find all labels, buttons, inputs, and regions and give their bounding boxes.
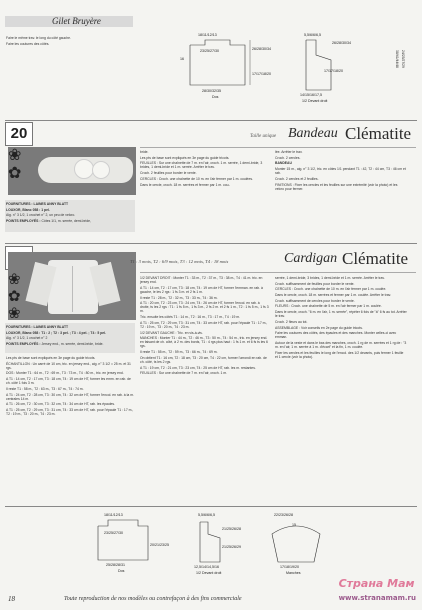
text-line: Les pts de base sont expliqués en 3e page du guide tricots. [140, 155, 230, 160]
text-line: ÉCHANTILLON : Un carré de 10 cm, tric. en jersey end., aig. n° 3 1/2 = 25 m. et 31 rgs. [6, 361, 131, 370]
supplies-line: Aig. n° 3 1/2, 1 crochet n° 2, un peu de velcro. [6, 213, 76, 218]
supplies-line: LOUXOR, Blanc 058 : 1 pel. [6, 207, 50, 212]
cardigan-opening [72, 266, 73, 312]
diag-label: 20/21/23/25 [150, 543, 169, 547]
section-20-heading [140, 126, 416, 146]
footer-text: Toute reproduction de nos modèles ou contrefaçon à des fins commerciale [64, 596, 242, 602]
diag-label: 5,5/6/6/6,5 [304, 33, 321, 37]
title-word2: Clématite [342, 249, 409, 268]
text-line: Fixer les cercles et les feuilles le long de l'encol. des 1/2 devants, puis fermer 1 feuille et 1 cercle (voir la photo). [275, 350, 404, 359]
text-line: FLEURS : Croch. une chaînette de 5 m. en l'air fermer par 1 m. coulée. [275, 304, 382, 309]
section21-col1 [6, 356, 134, 418]
diag-label: 1/2 Devant droit [196, 571, 222, 575]
back-schema [180, 30, 270, 100]
top-text-line: Faire les coutures des côtés. [6, 41, 50, 46]
text-line: BANDEAU [275, 161, 292, 166]
text-line: 1/2 DEVANT DROIT : Monter T1 : 33 m., T2 : 37 m., T3 : 38 m., T4 : 41 m. tric. en jersey end. [140, 276, 263, 285]
watermark [339, 577, 416, 603]
flower-icon [92, 161, 110, 179]
diag-label: 21/25/26/28 [222, 527, 241, 531]
sizes: T1 : 3 mois, T2 : 6/9 mois, T3 : 12 mois, T4 : 18 mois [130, 259, 229, 264]
text-line: Croch. 2 fleurs au tot. [275, 319, 308, 324]
text-line: lée. Arrêter le trav. [275, 150, 303, 154]
text-line: serrée, 1 demi-bride, 3 brides, 1 demi-bride et 1 m. serrée. Arrêter le trav. [275, 276, 385, 280]
title-word1: Bandeau [288, 126, 338, 141]
side-measure-line: 24/25/27/29 [401, 50, 406, 68]
diag-label: 25/28/28/31 [106, 563, 125, 567]
supplies-21 [6, 325, 134, 348]
side-measure [401, 50, 405, 68]
diag-label: Dos [118, 569, 125, 573]
text-line: A T1 : 24 cm, T2 : 28 cm, T3 : 30 cm, T4 : 32 cm de HT, former l'encol. en rab. à la m. centrales 14 m. [6, 392, 134, 401]
text-line: Autour de la veste et dans le bas des manches, croch. 1 rg de m. serrées et 1 rg de : "3 m. en l'air, 1 m. serrée à 1 m. d'écart" et la fin, 1 m. coulée. [275, 341, 407, 350]
supplies-title: FOURNITURES : LAINES ANNY BLATT [6, 325, 69, 329]
text-line: MANCHES : Monter T1 : 44 m., T2 : 46 m., T3 : 50 m., T4 : 54 m., tric. en jersey end. en faisant de ch. côté, à 2 m. des bords, T1 : 4 rgs plus haut : 1 fs 1 m. et 6 fs ts les 6 rgs. [140, 336, 268, 349]
top-front-diagram [296, 30, 376, 103]
diag-label: 18/11/12/13 [198, 33, 217, 37]
title-word2: Clématite [345, 124, 412, 143]
text-line: CERCLES : Croch. une chaînette de 10 m. en l'air fermer par 1 m. coulées. [140, 176, 253, 181]
text-line: Croch. suffisamment de cercles pour border le vente. [275, 298, 355, 303]
text-line: A T1 : 14 cm, T2 : 17 cm, T3 : 18 cm, T4 : 19 cm de HT, former l'emman. en rab. à gauche, le les 2 rgs : 1 fs 3 m. et 2 fs 1 m. [140, 285, 263, 294]
text-line: A T1 : 14 cm, T2 : 17 cm, T3 : 18 cm, T4 : 19 cm de HT, former les emm. en rab. de ch. côté 1 fois 3 m. [6, 377, 131, 386]
text-line: A T1 : 20 cm, T2 : 23 cm, T3 : 24 cm, T4 : 26 cm de HT, former l'encol. en rab. à droite, ts les 2 rgs : T1 : 1 fs 5 m., 1 fs 3 m., 2 fs 2 m. et 2 fs 1 m., T2 : 1 fs 5 m., 1 fs 3 m. [140, 301, 269, 314]
text-line: Les pts de base sont expliqués en 3e page du guide tricots. [6, 356, 96, 360]
flower-icon [74, 159, 94, 179]
bottom-back-diagram [88, 510, 169, 573]
supplies-20 [6, 202, 134, 225]
text-line: DOS : Monter T1 : 64 m., T2 : 69 m., T3 : 73 m., T4 : 80 m., tric. en jersey end. [6, 371, 124, 376]
text-line: Il reste T1 : 55 m., T2 : 59 m., T3 : 66 m., T4 : 69 m. [140, 350, 218, 355]
text-line: CERCLES : Croch. une chaînette de 10 m. en l'air fermer par 1 m. coulée. [275, 287, 387, 292]
text-line: A T1 : 25 cm, T2 : 29 cm, T3 : 31 cm, T4 : 33 cm de HT, rab. pour l'épaule T1 : 17 m., T2 : 19 m., T3 : 20 m., T4 : 23 m. [6, 408, 134, 417]
watermark-sub: www.stranamam.ru [338, 594, 416, 602]
diag-label: 28/30/32/35 [202, 89, 221, 93]
top-text-line: Faire le même trav. le long du côté gauche. [6, 36, 71, 40]
section-divider [5, 243, 417, 244]
diag-label: 26/28/30/34 [252, 47, 271, 51]
figure-deco: ❀ ✿ [8, 147, 22, 182]
text-line: Monter 15 m., aig. n° 3 1/2, tric. en côtes 1/1 pendant T1 : 42, T2 : 44 cm, T3 : 46 cm et rab. [275, 167, 406, 176]
diag-label: 17/17/18/20 [252, 72, 271, 76]
points-title: POINTS EMPLOYÉS : [6, 342, 41, 347]
diag-label: 23/25/27/30 [104, 531, 123, 535]
text-line: Tric. ensuite les côtés T1 : 14 m., T2 : 16 m., T3 : 17 m., T4 : 19 m. [140, 315, 241, 320]
text-line: Croch. 2 cercles et 2 feuilles. [275, 176, 319, 181]
front-schema [296, 30, 376, 103]
text-line: Dans le cercle, croch. 18 m. serrées et fermer par 1 m. cou- [140, 182, 230, 187]
text-line: Il reste T1 : 28 m., T2 : 32 m., T3 : 33 m., T4 : 36 m. [140, 295, 218, 300]
section21-col3 [275, 276, 407, 361]
text-line: Faire les coutures des côtés, des épaules et des manches. Monter celles-ci avec emman. [275, 331, 397, 340]
text-line: FEUILLES : Sur une chaînette de 7 m. en l'air, croch. 1 m. [140, 371, 228, 376]
supplies-line: Aig. n° 3 1/2, 1 crochet n° 2 [6, 336, 48, 341]
text-line: A T1 : 25 cm, T2 : 29 cm, T3 : 31 cm, T4 : 33 cm de HT, rab. pour l'épaule T1 : 17 m., T2 : 19 m., T3 : 20 m., T4 : 23 m. [140, 320, 268, 329]
text-line: FINITIONS : Fixer les cercles et les feuilles sur une extrémité (voir la photo) et les velcro pour fermer. [275, 182, 398, 191]
top-text [6, 36, 136, 47]
watermark-main: Страна Мам [338, 577, 415, 590]
text-line: Dans le cercle, croch. 18 m. serrées et fermer par 1 m. coulée. Arrêter le trav. [275, 293, 392, 298]
diag-label: 21/25/26/29 [222, 545, 241, 549]
model-size: Taille unique [250, 134, 277, 139]
title-word1: Cardigan [284, 251, 338, 266]
text-line: A T1 : 19 cm, T2 : 21 cm, T3 : 23 cm, T4 : 25 cm de HT, rab. les m. restantes. [140, 365, 256, 370]
diag-label: 23/25/27/30 [200, 49, 219, 53]
text-line: bride. [140, 150, 149, 154]
text-line: 1/2 DEVANT GAUCHE : Tric. en vis-à-vis. [140, 330, 203, 335]
section21-col2 [140, 276, 270, 377]
diag-label: 1/2 Devant droit [302, 99, 328, 103]
text-line: Dans le cercle, croch. "6 m. en l'air, 1 m. serrée", répéter 6 fois de "à" 6 fs au tot. Arrêter le trav. [275, 310, 407, 319]
text-line: Croch. suffisamment de feuilles pour border le vente. [275, 281, 355, 286]
diag-label: 26/28/30/34 [332, 41, 351, 45]
text-line: Il reste T1 : 58 m., T2 : 63 m., T3 : 67 m., T4 : 74 m. [6, 386, 84, 391]
section-number-20: 20 [5, 122, 33, 146]
section20-col3 [275, 150, 407, 192]
heading-rule [140, 272, 416, 273]
points-title: POINTS EMPLOYÉS : [6, 219, 41, 224]
supplies-line: LOUXOR, Blanc 058 : T1 : 2 ; T2 : 3 pel. ; T3 : 4 pel. ; T4 : 5 pel. [6, 330, 107, 335]
section-21-heading [130, 250, 416, 270]
heading-rule [140, 147, 416, 148]
text-line: Croch. 2 feuilles pour border le vente. [140, 171, 197, 176]
top-title: Gilet Bruyère [52, 16, 101, 26]
section-divider [5, 120, 417, 121]
side-measure [395, 50, 399, 68]
diag-label: 17/18/19/20 [280, 565, 299, 569]
text-line: FEUILLES : Sur une chaînette de 7 m. en l'air, croch. 1 m. serrée, 1 demi-bride, 3 brides, 1 demi-bride et 1 m. serrée. Arrêter le trav. [140, 161, 263, 170]
diag-label: Manches [286, 571, 301, 575]
supplies-title: FOURNITURES : LAINES ANNY BLATT [6, 202, 69, 206]
side-measure-line: 38/41/44/48 [395, 50, 400, 68]
diag-label: Dos [212, 95, 219, 99]
diag-label: 17/17/18/20 [324, 69, 343, 73]
diag-label: 18/11/12/13 [104, 513, 123, 517]
text-line: On obtient T1 : 16 cm, T2 : 18 cm, T3 : 20 cm, T4 : 22 cm, former l'arrondi en rab. de ch. côté, ts les 2 rgs. [140, 355, 267, 364]
bottom-sleeve-diagram [258, 510, 338, 575]
page-number: 18 [8, 595, 15, 603]
front-schema [190, 510, 260, 575]
text-line: A T1 : 26 cm, T2 : 30 cm, T3 : 32 cm, T4 : 34 cm de HT, rab. les épaules. [6, 402, 116, 407]
diag-label: 16 [180, 57, 184, 61]
back-schema [88, 510, 169, 573]
text-line: Croch. 2 cercles. [275, 155, 301, 160]
diag-label: 22/23/26/28 [274, 513, 293, 517]
diag-label: 14/15/16/17,5 [300, 93, 322, 97]
section20-col2 [140, 150, 268, 188]
points-text: Côtes 1/1, m. serrée, demi-bride, [41, 219, 91, 224]
top-back-diagram [180, 30, 270, 100]
diag-label: 5,5/6/6/6,5 [198, 513, 215, 517]
points-text: Jersey end., m. serrée, demi-bride, bride. [41, 342, 104, 347]
figure-deco: ❀ ✿ ❀ [8, 272, 21, 322]
sleeve-schema [258, 510, 338, 575]
diag-label: 15 [292, 523, 296, 527]
section-divider [5, 506, 417, 507]
bottom-front-diagram [190, 510, 260, 575]
text-line: ASSEMBLAGE : Voir conseils en 2e page du guide tricots. [275, 325, 363, 330]
diag-label: 12,5/14/14,5/16 [194, 565, 219, 569]
